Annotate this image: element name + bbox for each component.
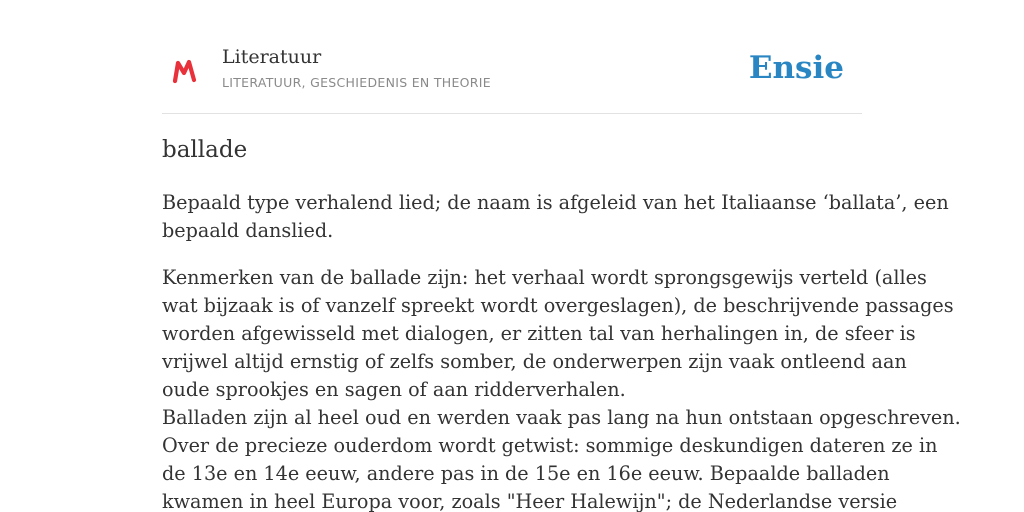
text-line: kwamen in heel Europa voor, zoals "Heer Halewijn"; de Nederlandse versie (162, 490, 898, 512)
text-line: Bepaald type verhalend lied; de naam is afgeleid van het Italiaanse ‘ballata’, een (162, 191, 949, 214)
text-line: wat bijzaak is of vanzelf spreekt wordt overgeslagen), de beschrijvende passages (162, 294, 954, 317)
text-line: Over de precieze ouderdom wordt getwist: sommige deskundigen dateren ze in (162, 434, 938, 457)
text-line: worden afgewisseld met dialogen, er zitten tal van herhalingen in, de sfeer is (162, 322, 916, 345)
text-line: de 13e en 14e eeuw, andere pas in de 15e en 16e eeuw. Bepaalde balladen (162, 462, 890, 485)
term-title: ballade (162, 137, 248, 163)
text-line: oude sprookjes en sagen of aan ridderverhalen. (162, 378, 626, 401)
ensie-brand-logo[interactable]: Ensie (748, 50, 844, 86)
definition-paragraph (162, 264, 961, 512)
definition-paragraph (162, 189, 949, 245)
text-line: Balladen zijn al heel oud en werden vaak pas lang na hun ontstaan opgeschreven. (162, 406, 961, 429)
text-line: vrijwel altijd ernstig of zelfs somber, de onderwerpen zijn vaak ontleend aan (162, 350, 907, 373)
text-line: bepaald danslied. (162, 219, 334, 242)
m-logo-icon[interactable] (172, 58, 198, 84)
site-header (162, 40, 862, 114)
definition-content (162, 189, 961, 512)
category-subtitle: LITERATUUR, GESCHIEDENIS EN THEORIE (222, 75, 491, 90)
text-line: Kenmerken van de ballade zijn: het verhaal wordt sprongsgewijs verteld (alles (162, 266, 927, 289)
category-title[interactable]: Literatuur (222, 46, 322, 68)
